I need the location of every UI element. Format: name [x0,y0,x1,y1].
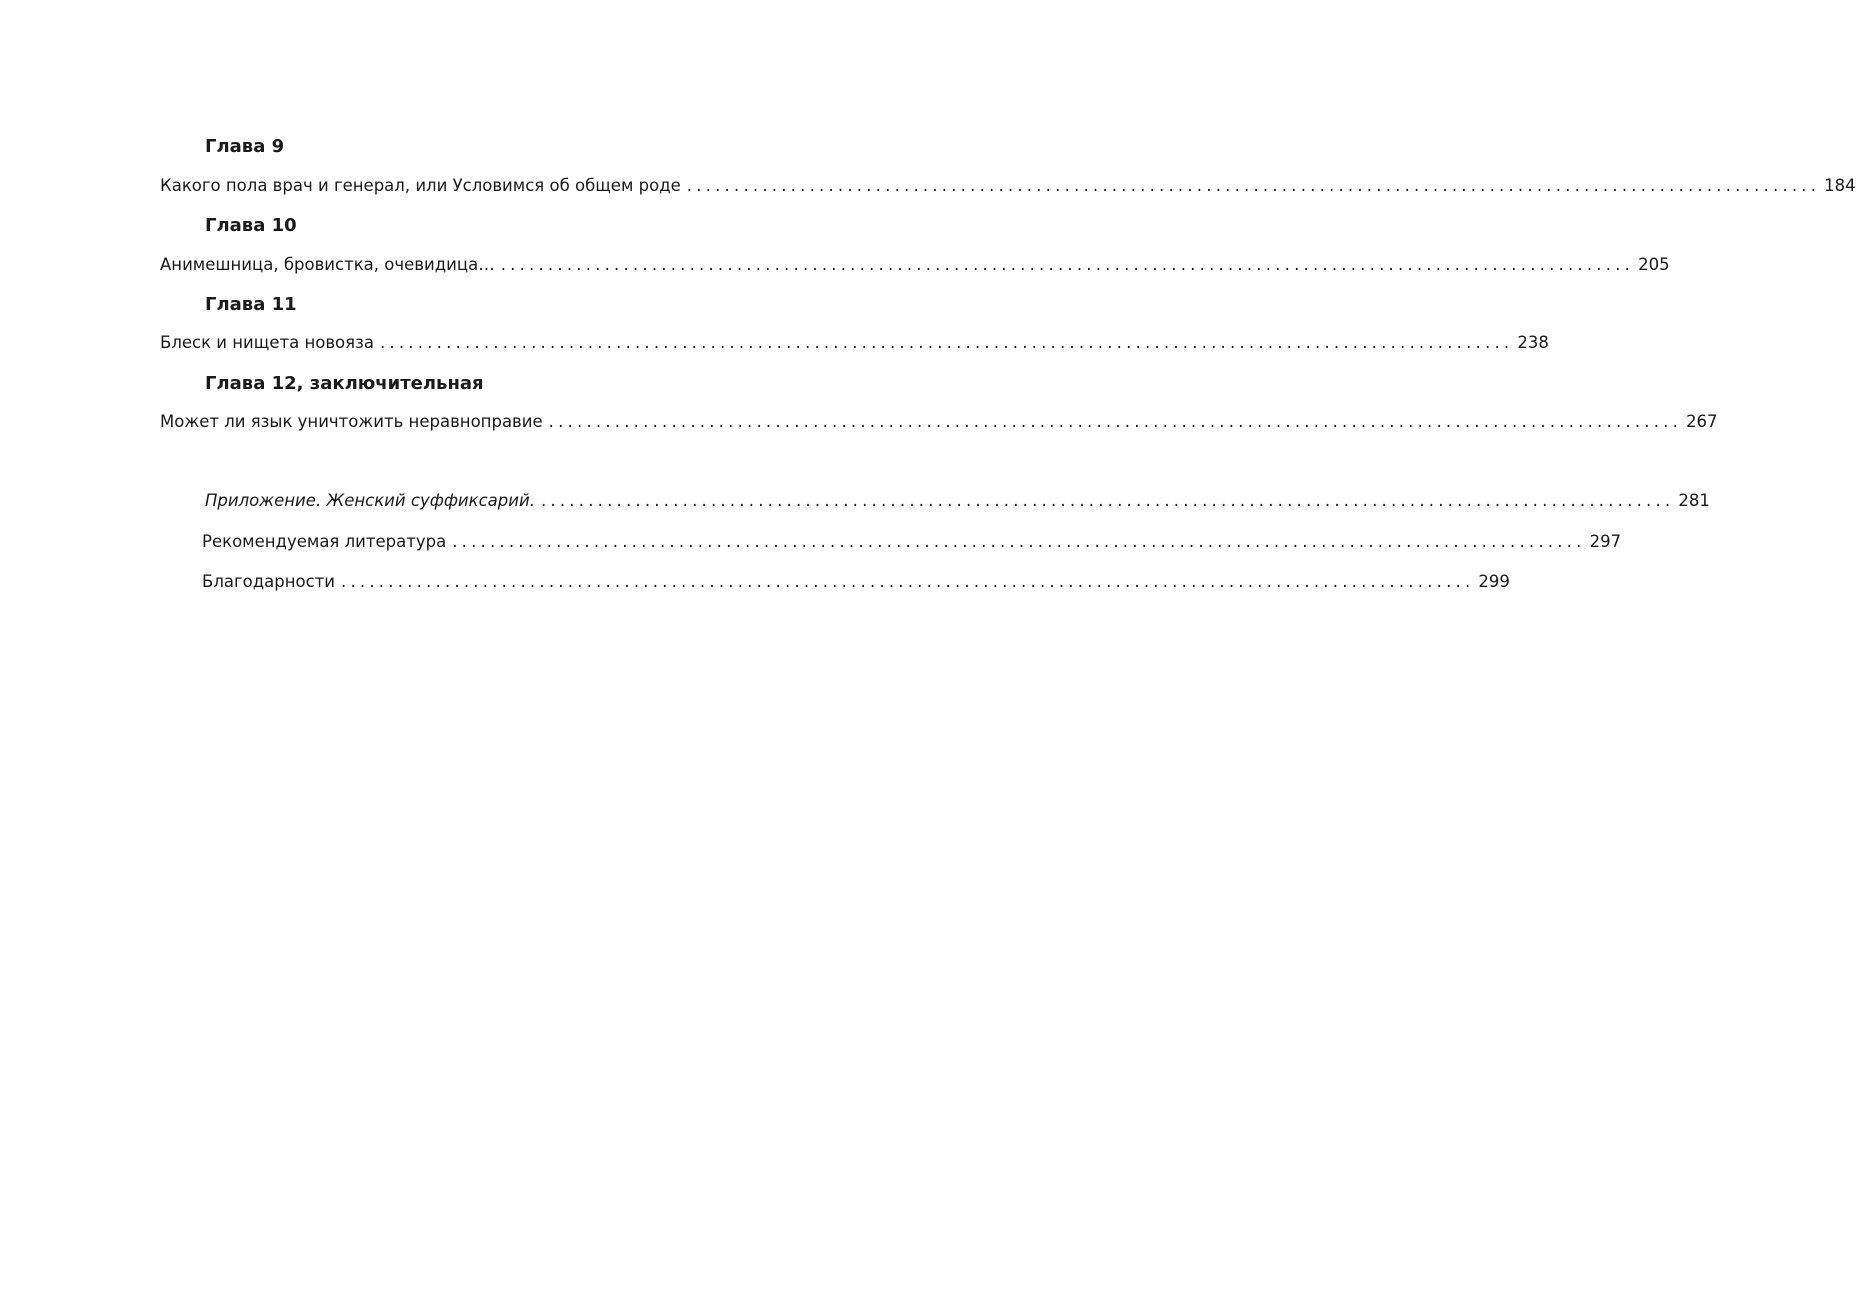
toc-entry [160,175,1856,197]
chapter-heading-12: Глава 12, заключительная [205,373,484,394]
toc-entry-page: 238 [1517,333,1549,352]
chapter-heading-10: Глава 10 [205,215,297,236]
leader-dots: ........................................................................................................................ [452,532,1586,551]
toc-entry [160,254,1670,276]
leader-dots: ........................................................................................................................ [500,255,1635,274]
leader-dots: ........................................................................................................................ [341,572,1475,591]
toc-entry [160,332,1549,354]
toc-entry-title: Блеск и нищета новояза [160,333,374,352]
toc-entry-page: 281 [1678,491,1710,510]
toc-entry-page: 267 [1686,412,1718,431]
toc-entry-title: Какого пола врач и генерал, или Условимся об общем роде [160,176,681,195]
toc-entry-page: 205 [1638,255,1670,274]
toc-entry-title: Анимешница, бровистка, очевидица… [160,255,495,274]
toc-entry-page: 297 [1589,532,1622,551]
leader-dots: ........................................................................................................................ [686,176,1821,195]
leader-dots: ........................................................................................................................ [379,333,1514,352]
chapter-heading-11: Глава 11 [205,294,297,315]
appendix-title: . Женский суффиксарий. [315,491,535,510]
toc-entry-appendix [205,490,1710,512]
toc-entry-title: Может ли язык уничтожить неравноправие [160,412,543,431]
leader-dots: ........................................................................................................................ [548,412,1683,431]
toc-entry-literature [202,531,1622,553]
toc-entry-page: 299 [1478,572,1510,591]
chapter-heading-9: Глава 9 [205,136,285,157]
toc-entry-page: 184 [1824,176,1856,195]
leader-dots: ........................................................................................................................ [540,491,1675,510]
toc-entry-title: Благодарности [202,572,336,591]
appendix-label: Приложение [205,491,316,510]
toc-entry-title: Рекомендуемая литература [202,532,447,551]
toc-entry-acknowledgements [202,571,1510,593]
toc-entry-title [205,490,535,512]
toc-entry [160,411,1718,433]
